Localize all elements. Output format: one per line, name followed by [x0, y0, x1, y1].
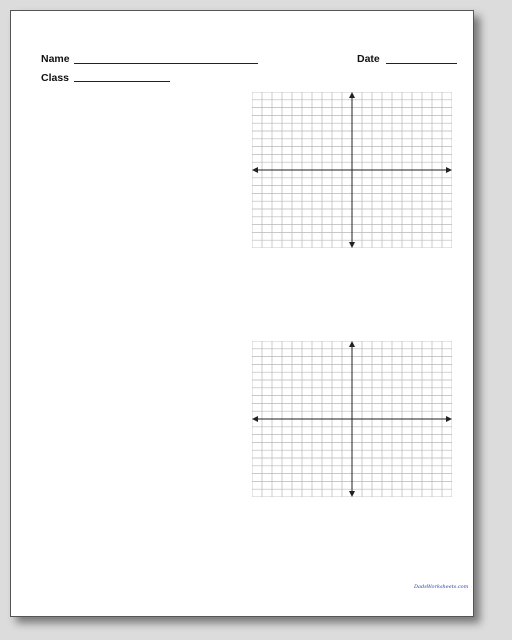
- date-label: Date: [357, 53, 380, 65]
- coordinate-grid-1[interactable]: [252, 92, 452, 248]
- x-axis-right-arrow-icon: [446, 167, 452, 173]
- y-axis-down-arrow-icon: [349, 242, 355, 248]
- publisher-logo: DadsWorksheets.com: [414, 584, 469, 590]
- worksheet-page: [10, 10, 474, 617]
- x-axis-right-arrow-icon: [446, 416, 452, 422]
- y-axis-down-arrow-icon: [349, 491, 355, 497]
- x-axis-left-arrow-icon: [252, 416, 258, 422]
- date-field-line[interactable]: [386, 63, 457, 64]
- coordinate-grid-2[interactable]: [252, 341, 452, 497]
- class-field-line[interactable]: [74, 81, 170, 82]
- y-axis-up-arrow-icon: [349, 92, 355, 98]
- name-label: Name: [41, 53, 70, 65]
- name-field-line[interactable]: [74, 63, 258, 64]
- y-axis-up-arrow-icon: [349, 341, 355, 347]
- x-axis-left-arrow-icon: [252, 167, 258, 173]
- class-label: Class: [41, 72, 70, 84]
